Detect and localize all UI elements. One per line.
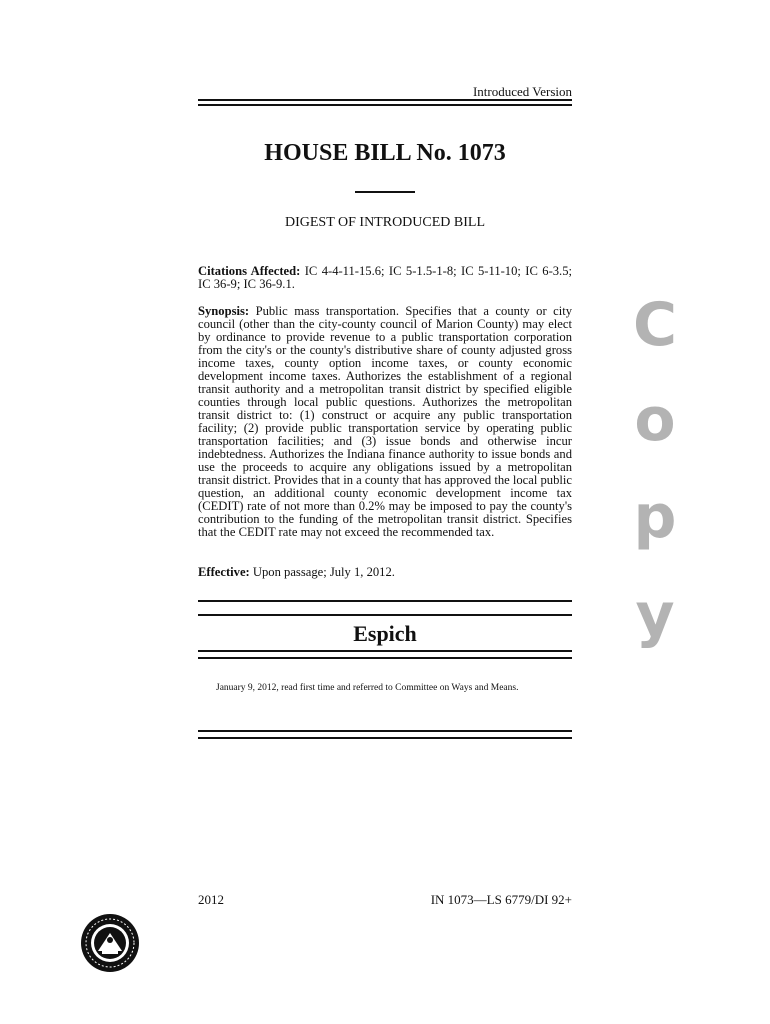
effective-text: Upon passage; July 1, 2012. xyxy=(252,565,395,579)
author-name: Espich xyxy=(353,621,417,646)
footer-year: 2012 xyxy=(198,892,224,907)
watermark-letter: o xyxy=(634,385,676,455)
effective-label: Effective: xyxy=(198,565,250,579)
header-rule xyxy=(198,104,572,106)
section-rule xyxy=(198,730,572,732)
synopsis-label: Synopsis: xyxy=(198,304,250,318)
section-rule xyxy=(198,650,572,652)
citations-paragraph xyxy=(198,265,572,291)
header-rule xyxy=(198,99,572,101)
digest-heading: DIGEST OF INTRODUCED BILL xyxy=(284,215,485,230)
synopsis-text: Public mass transportation. Specifies that a county or city council (other than the city-county council of Marion County) may elect by ordinance to provide revenue to a public transportation corporation from the city's or the county's distributive share of county adjusted gross income taxes, county option income taxes, or county economic development income taxes. Authorizes the establishment of a regional transit authority and a metropolitan transit district by specified eligible counties through local public questions. Authorizes the metropolitan transit district to: (1) construct or acquire any public transportation facility; (2) provide public transportation service by operating public transportation facilities; and (3) issue bonds and otherwise incur indebtedness. Authorizes the Indiana finance authority to issue bonds and use the proceeds to acquire any obligations issued by a metropolitan transit district. Provides that in a county that has approved the local public question, an additional county economic development income tax (CEDIT) rate of not more than 0.2% may be imposed to pay the county's contribution to the funding of the metropolitan transit district. Specifies that the CEDIT rate may not exceed the recommended tax. xyxy=(198,304,572,539)
version-label: Introduced Version xyxy=(472,84,572,99)
section-rule xyxy=(198,657,572,659)
synopsis-paragraph xyxy=(198,305,572,539)
title-divider xyxy=(355,191,415,193)
section-rule xyxy=(198,600,572,602)
watermark-letter: y xyxy=(635,580,675,650)
section-rule xyxy=(198,737,572,739)
citations-text: IC 4-4-11-15.6; IC 5-1.5-1-8; IC 5-11-10; IC 6-3.5; IC 36-9; IC 36-9.1. xyxy=(198,264,572,291)
bill-history: January 9, 2012, read first time and referred to Committee on Ways and Means. xyxy=(216,683,519,693)
citations-label: Citations Affected: xyxy=(198,264,301,278)
effective-paragraph xyxy=(198,566,572,579)
watermark-letter: C xyxy=(632,290,678,360)
state-seal-icon xyxy=(80,913,140,973)
footer-bill-id: IN 1073—LS 6779/DI 92+ xyxy=(430,892,572,907)
section-rule xyxy=(198,614,572,616)
watermark-letter: p xyxy=(633,482,677,552)
bill-title: HOUSE BILL No. 1073 xyxy=(264,140,506,166)
